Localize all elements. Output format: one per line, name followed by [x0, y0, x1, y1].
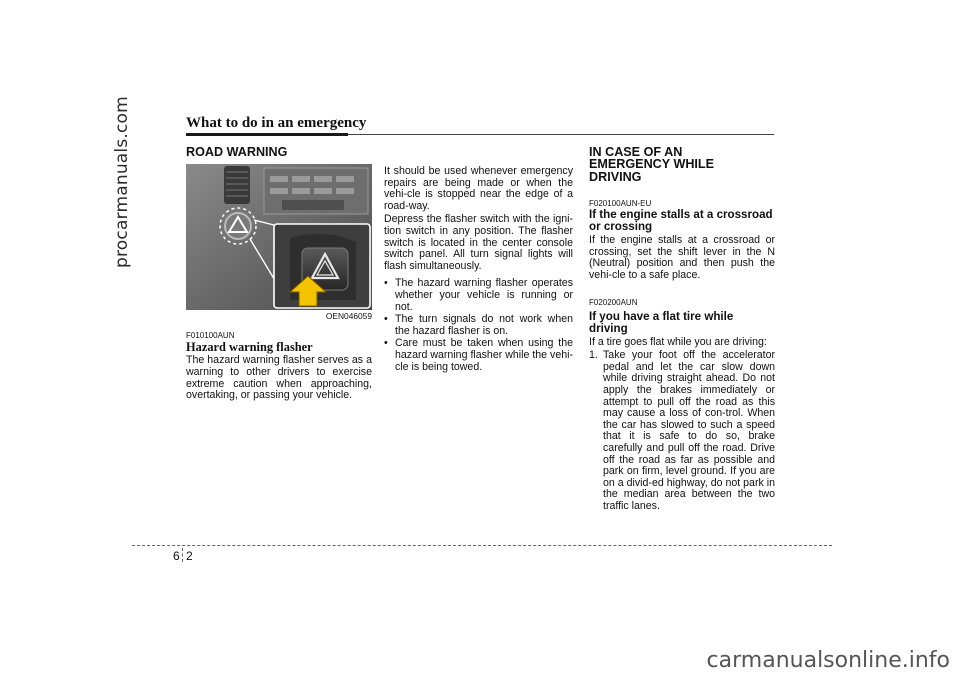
block2-code: F020200AUN — [589, 297, 638, 307]
middle-column — [384, 166, 573, 374]
side-watermark: procarmanuals.com — [112, 96, 132, 268]
block2-title: If you have a flat tire while driving — [589, 309, 734, 335]
page-number: 2 — [186, 549, 193, 563]
list-item: • The turn signals do not work when the hazard flasher is on. — [384, 314, 573, 337]
block1-title: If the engine stalls at a crossroad or crossing — [589, 208, 773, 234]
hazard-switch-figure — [186, 164, 372, 310]
block1-code: F020100AUN-EU — [589, 199, 652, 209]
section-title-road-warning: ROAD WARNING — [186, 145, 288, 159]
paragraph-switch-location: Depress the flasher switch with the igni-tion switch in any position. The flasher switch is located in the center console switch panel. All turn signal lights will flash simultaneously. — [384, 213, 573, 272]
bottom-watermark: carmanualsonline.info — [706, 648, 950, 673]
section-title-emergency-driving: IN CASE OF AN EMERGENCY WHILE DRIVING — [589, 145, 715, 184]
header-rule-light — [348, 134, 774, 135]
header-rule-dark — [186, 133, 348, 136]
item-title-hazard-flasher: Hazard warning flasher — [186, 340, 313, 355]
block1-paragraph: If the engine stalls at a crossroad or crossing, set the shift lever in the N (Neutral) position and then push the vehi-cle to a safe place. — [589, 234, 775, 281]
list-item: • Care must be taken when using the hazard warning flasher while the vehi-cle is being towed. — [384, 338, 573, 373]
list-item: • The hazard warning flasher operates whether your vehicle is running or not. — [384, 278, 573, 313]
chapter-number: 6 — [173, 549, 180, 563]
console-illustration — [186, 164, 372, 310]
step-number: 1. — [589, 349, 598, 362]
list-item — [589, 350, 775, 512]
step-text: Take your foot off the accelerator pedal and let the car slow down while driving straight ahead. Do not apply the brakes immediately or attempt to pull off the road as this may cause a loss of con-trol. When the car has slowed to such a speed that it is safe to do so, brake carefully and pull off the road. Drive off the road as far as possible and park on firm, level ground. If you are on a divid-ed highway, do not park in the median area between the two traffic lanes. — [603, 349, 775, 512]
left-column — [186, 146, 372, 404]
item-code: F010100AUN — [186, 331, 235, 341]
hazard-notes-list — [384, 278, 573, 373]
right-column — [589, 146, 775, 513]
page-number-divider — [182, 548, 183, 562]
paragraph-usage: It should be used whenever emergency repairs are being made or when the vehi-cle is stopped near the edge of a road-way. — [384, 165, 573, 212]
block2-intro: If a tire goes flat while you are driving: — [589, 335, 767, 348]
footer-rule — [132, 545, 832, 546]
paragraph-hazard-intro: The hazard warning flasher serves as a warning to other drivers to exercise extreme caution when approaching, overtaking, or passing your vehicle. — [186, 354, 372, 402]
figure-code: OEN046059 — [325, 311, 372, 322]
flat-tire-steps — [589, 350, 775, 512]
running-head: What to do in an emergency — [186, 115, 367, 131]
